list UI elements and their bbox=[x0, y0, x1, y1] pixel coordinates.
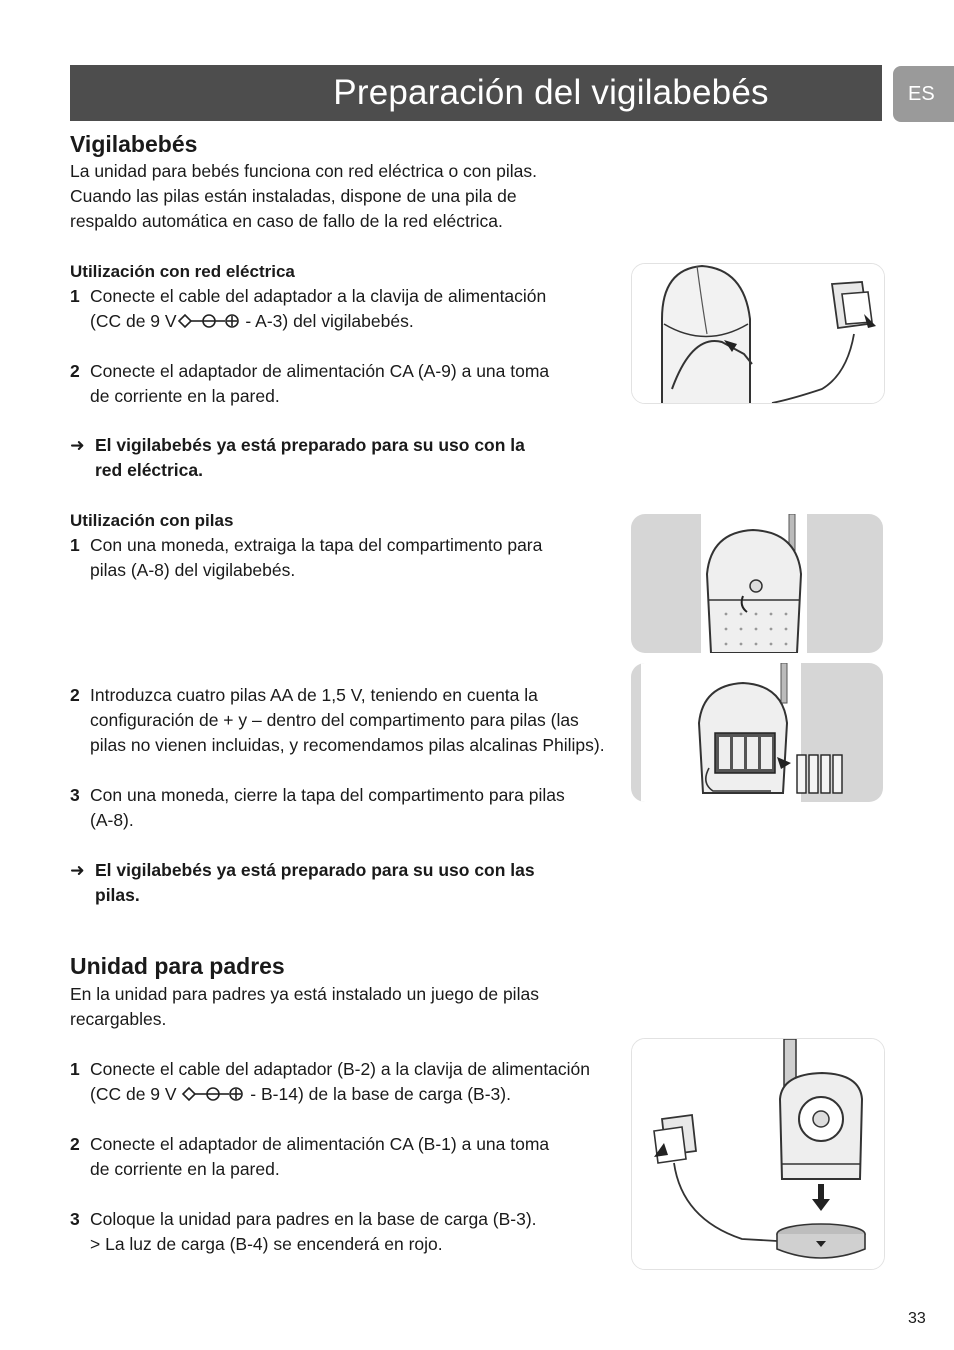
step-line: Coloque la unidad para padres en la base de carga (B-3). bbox=[90, 1209, 537, 1229]
step-line: Conecte el adaptador de alimentación CA (A-9) a una toma bbox=[90, 361, 550, 381]
step-line-part: - A-3) del vigilabebés. bbox=[240, 311, 414, 331]
subheading-batteries: Utilización con pilas bbox=[70, 511, 234, 530]
step-mains-1 bbox=[90, 284, 610, 334]
step-line: de corriente en la pared. bbox=[90, 386, 280, 406]
result-mains bbox=[95, 433, 610, 483]
step-number: 1 bbox=[70, 286, 80, 306]
illustration-parent-charging bbox=[631, 1038, 885, 1270]
step-line: Con una moneda, extraiga la tapa del compartimento para bbox=[90, 535, 543, 555]
insert-batteries-drawing bbox=[631, 663, 883, 802]
step-number: 3 bbox=[70, 785, 80, 805]
step-parent-1 bbox=[90, 1057, 610, 1107]
section-heading-baby-unit: Vigilabebés bbox=[70, 131, 198, 157]
intro-line: La unidad para bebés funciona con red eléctrica o con pilas. bbox=[70, 161, 537, 181]
intro-line: Cuando las pilas están instaladas, dispone de una pila de bbox=[70, 186, 517, 206]
step-parent-2 bbox=[90, 1132, 610, 1182]
step-mains-2 bbox=[90, 359, 610, 409]
result-line: pilas. bbox=[95, 885, 140, 905]
intro-line: respaldo automática en caso de fallo de la red eléctrica. bbox=[70, 211, 503, 231]
step-line: Conecte el cable del adaptador (B-2) a la clavija de alimentación bbox=[90, 1059, 591, 1079]
result-arrow-icon: ➜ bbox=[70, 435, 85, 455]
step-number: 2 bbox=[70, 685, 80, 705]
step-line: configuración de + y – dentro del compartimento para pilas (las bbox=[90, 710, 579, 730]
step-number: 2 bbox=[70, 1134, 80, 1154]
step-line bbox=[90, 309, 610, 334]
baby-unit-intro bbox=[70, 159, 537, 234]
step-number: 1 bbox=[70, 1059, 80, 1079]
mains-connection-drawing bbox=[632, 264, 884, 403]
subheading-mains: Utilización con red eléctrica bbox=[70, 262, 295, 281]
parent-charging-drawing bbox=[632, 1039, 884, 1269]
result-batteries bbox=[95, 858, 610, 908]
page-title: Preparación del vigilabebés bbox=[333, 73, 769, 112]
page-header-bar bbox=[70, 65, 882, 121]
step-line: (A-8). bbox=[90, 810, 134, 830]
step-line: de corriente en la pared. bbox=[90, 1159, 280, 1179]
step-batteries-2 bbox=[90, 683, 610, 758]
step-line: Conecte el cable del adaptador a la clavija de alimentación bbox=[90, 286, 547, 306]
section-heading-parent-unit: Unidad para padres bbox=[70, 953, 285, 979]
parent-unit-intro bbox=[70, 982, 539, 1032]
step-number: 2 bbox=[70, 361, 80, 381]
dc-polarity-symbol bbox=[181, 1086, 245, 1102]
intro-line: En la unidad para padres ya está instalado un juego de pilas bbox=[70, 984, 539, 1004]
step-line: Conecte el adaptador de alimentación CA (B-1) a una toma bbox=[90, 1134, 550, 1154]
step-line: Introduzca cuatro pilas AA de 1,5 V, teniendo en cuenta la bbox=[90, 685, 538, 705]
page-number: 33 bbox=[908, 1310, 926, 1327]
step-line-part: (CC de 9 V bbox=[90, 311, 177, 331]
result-line: El vigilabebés ya está preparado para su uso con la bbox=[95, 435, 525, 455]
step-line-part: (CC de 9 V bbox=[90, 1084, 182, 1104]
result-line: El vigilabebés ya está preparado para su uso con las bbox=[95, 860, 535, 880]
step-line: > La luz de carga (B-4) se encenderá en rojo. bbox=[90, 1234, 443, 1254]
step-line: Con una moneda, cierre la tapa del compartimento para pilas bbox=[90, 785, 565, 805]
result-arrow-icon: ➜ bbox=[70, 860, 85, 880]
language-label: ES bbox=[908, 82, 935, 105]
battery-cover-drawing bbox=[631, 514, 883, 653]
dc-polarity-symbol bbox=[177, 313, 241, 329]
step-line bbox=[90, 1082, 610, 1107]
step-line-part: - B-14) de la base de carga (B-3). bbox=[245, 1084, 511, 1104]
step-line: pilas (A-8) del vigilabebés. bbox=[90, 560, 296, 580]
illustration-battery-cover bbox=[631, 514, 883, 653]
intro-line: recargables. bbox=[70, 1009, 167, 1029]
step-batteries-3 bbox=[90, 783, 610, 833]
step-batteries-1 bbox=[90, 533, 610, 583]
result-line: red eléctrica. bbox=[95, 460, 203, 480]
illustration-insert-batteries bbox=[631, 663, 883, 802]
illustration-mains-connection bbox=[631, 263, 885, 404]
step-number: 3 bbox=[70, 1209, 80, 1229]
step-parent-3 bbox=[90, 1207, 610, 1257]
language-tab bbox=[893, 66, 954, 122]
step-line: pilas no vienen incluidas, y recomendamos pilas alcalinas Philips). bbox=[90, 735, 605, 755]
step-number: 1 bbox=[70, 535, 80, 555]
